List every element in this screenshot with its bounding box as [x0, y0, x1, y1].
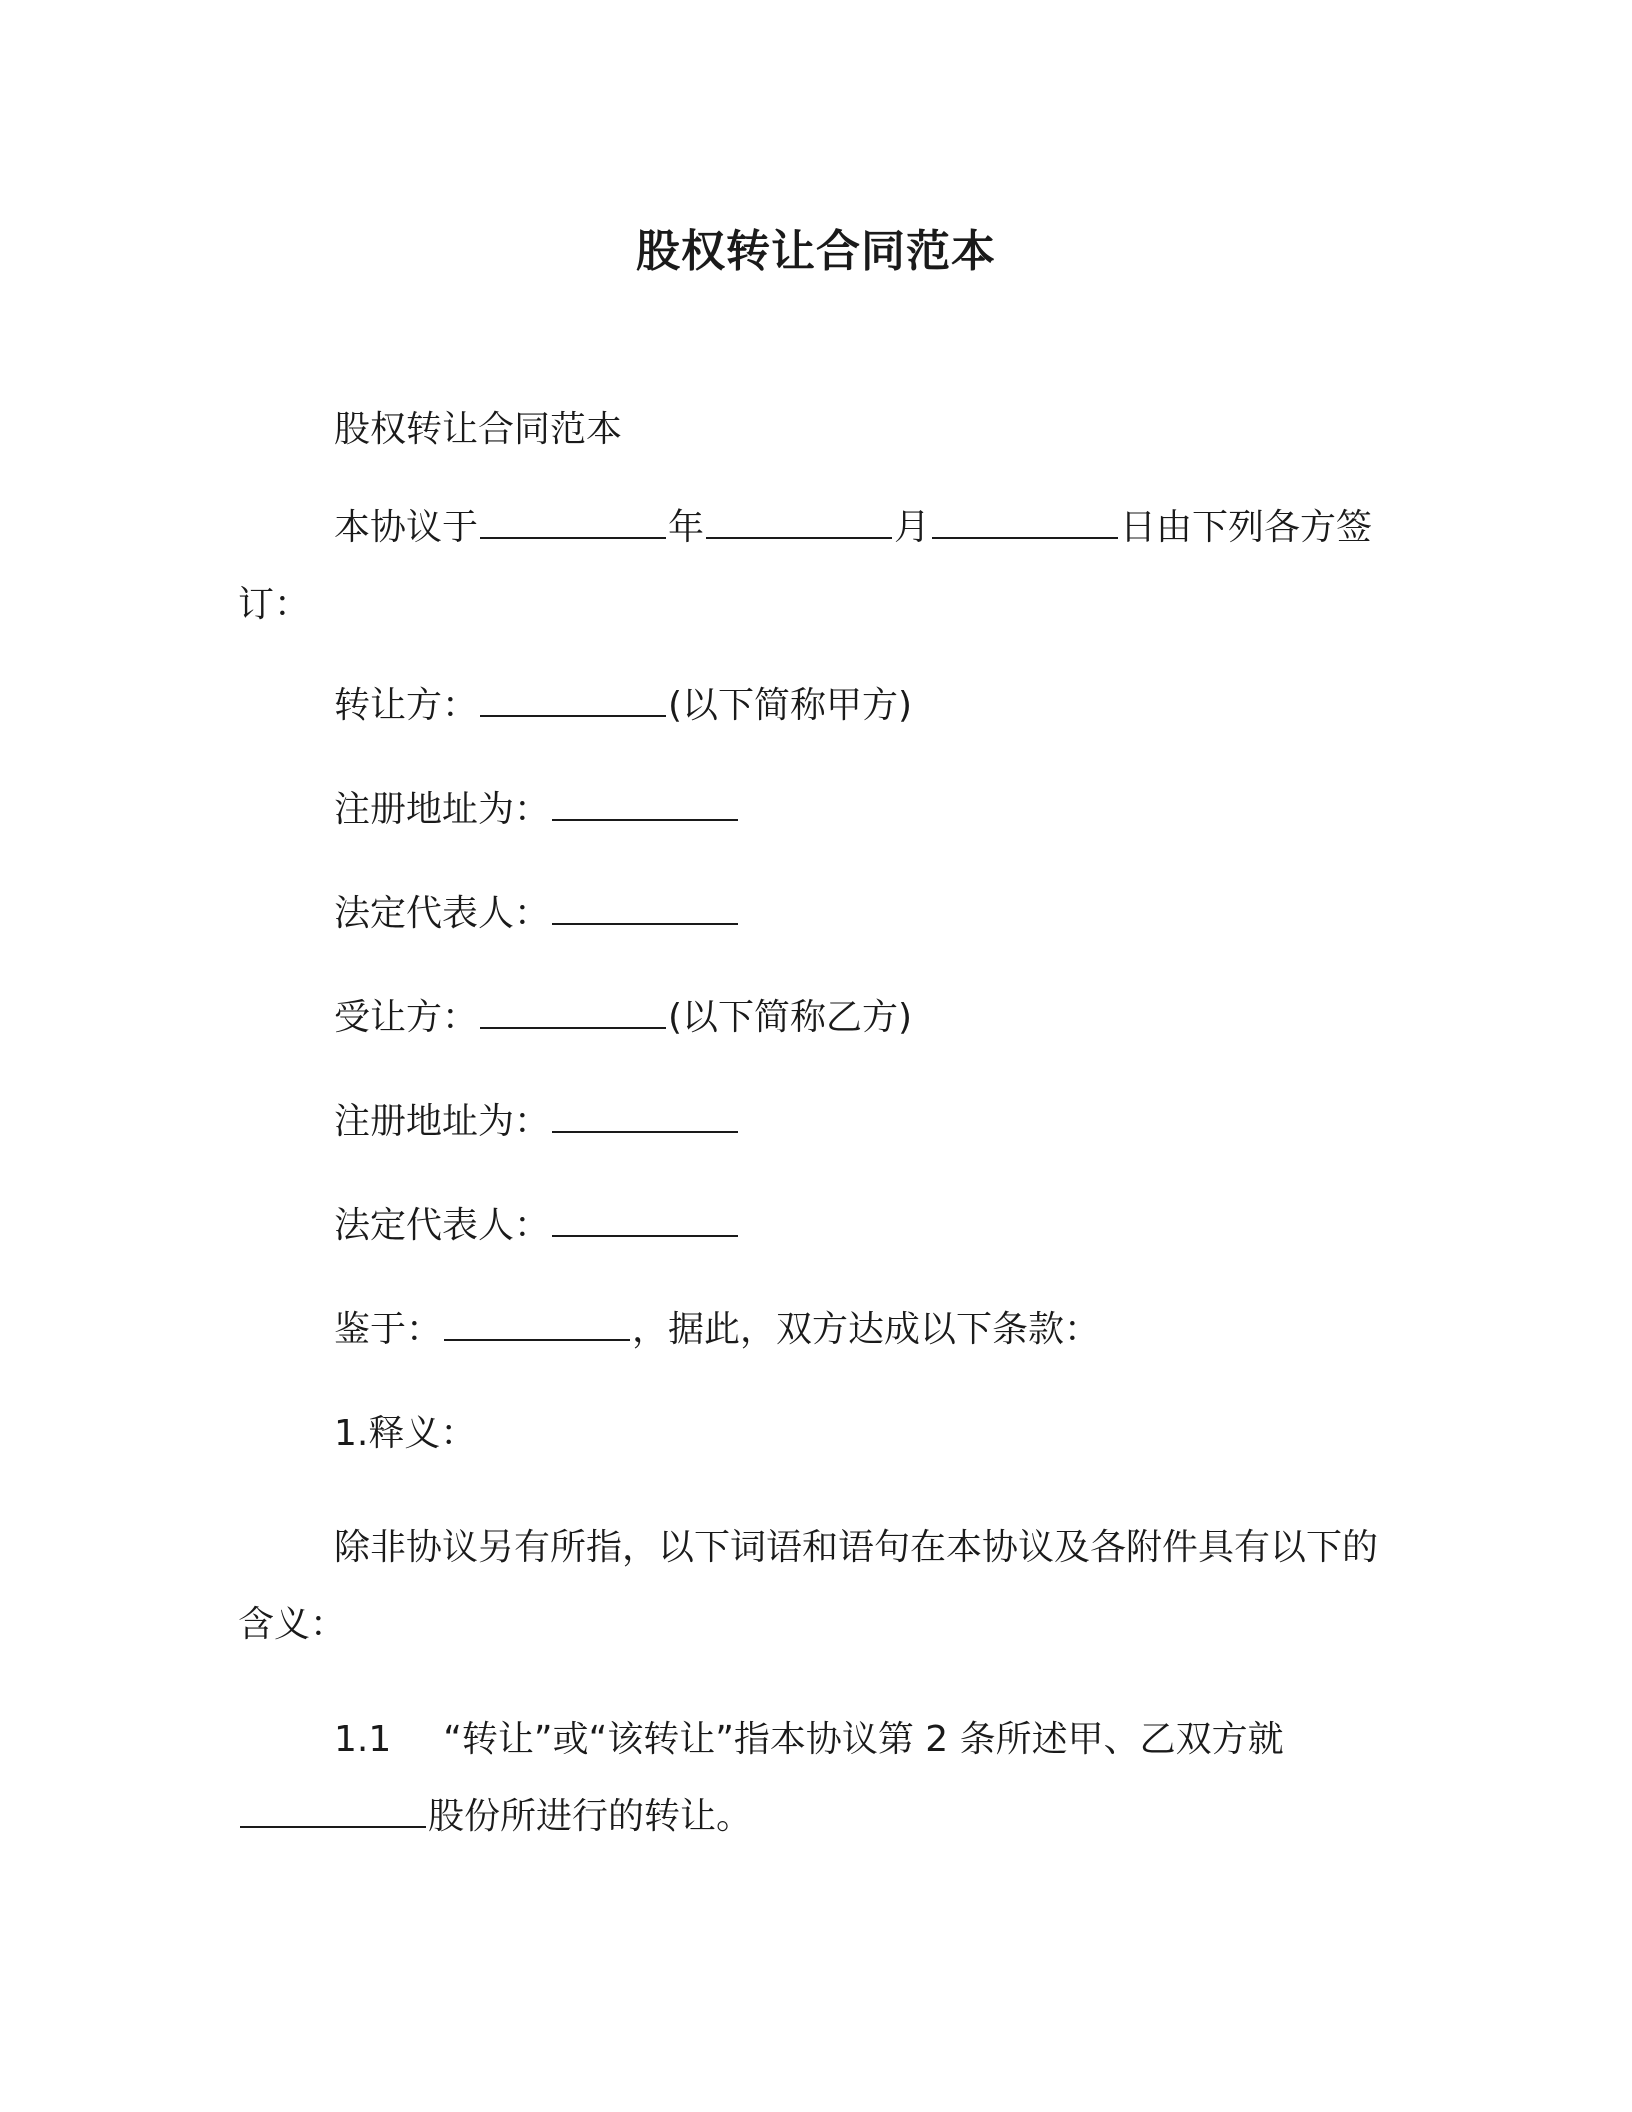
clause-1-1-number: 1.1 — [334, 1719, 392, 1760]
document-title: 股权转让合同范本 — [636, 226, 996, 277]
party-a-rep-blank — [552, 893, 738, 925]
party-a-address-blank — [552, 789, 738, 821]
party-b-rep-blank — [552, 1205, 738, 1237]
agreement-date-paragraph — [238, 489, 1398, 643]
date-suffix: 日由下列各方签订： — [238, 507, 1373, 625]
year-blank — [480, 507, 666, 539]
party-a-rep-line — [334, 889, 740, 939]
party-b-line — [334, 993, 912, 1043]
subtitle — [334, 405, 622, 455]
clause-1-1-text-b: 股份所进行的转让。 — [428, 1796, 753, 1837]
whereas-suffix: ，据此，双方达成以下条款： — [632, 1309, 1101, 1350]
month-blank — [706, 507, 892, 539]
party-b-blank — [480, 997, 666, 1029]
month-label: 月 — [894, 507, 931, 548]
party-a-line — [334, 681, 912, 731]
party-a-suffix: (以下简称甲方) — [668, 685, 913, 726]
date-prefix: 本协议于 — [334, 507, 479, 548]
party-b-suffix: (以下简称乙方) — [668, 997, 913, 1038]
clause-1-1-blank — [240, 1796, 426, 1828]
party-a-address-line — [334, 785, 740, 835]
whereas-prefix: 鉴于： — [334, 1309, 443, 1350]
section-1-heading — [334, 1409, 476, 1459]
party-a-blank — [480, 685, 666, 717]
party-b-address-label: 注册地址为： — [334, 1101, 551, 1142]
party-b-rep-line — [334, 1201, 740, 1251]
clause-1-1 — [238, 1701, 1398, 1855]
subtitle-text: 股权转让合同范本 — [334, 409, 623, 450]
party-a-rep-label: 法定代表人： — [334, 893, 551, 934]
whereas-line — [334, 1305, 1100, 1355]
whereas-blank — [444, 1309, 630, 1341]
party-b-address-blank — [552, 1101, 738, 1133]
party-b-address-line — [334, 1097, 740, 1147]
day-blank — [932, 507, 1118, 539]
party-a-label: 转让方： — [334, 685, 479, 726]
party-b-label: 受让方： — [334, 997, 479, 1038]
year-label: 年 — [668, 507, 705, 548]
section-1-heading-text: 1.释义： — [334, 1413, 477, 1454]
clause-1-1-text-a: “转让”或“该转让”指本协议第 2 条所述甲、乙双方就 — [443, 1719, 1284, 1760]
section-1-intro — [238, 1509, 1398, 1663]
party-b-rep-label: 法定代表人： — [334, 1205, 551, 1246]
party-a-address-label: 注册地址为： — [334, 789, 551, 830]
section-1-intro-text: 除非协议另有所指，以下词语和语句在本协议及各附件具有以下的含义： — [238, 1527, 1379, 1645]
